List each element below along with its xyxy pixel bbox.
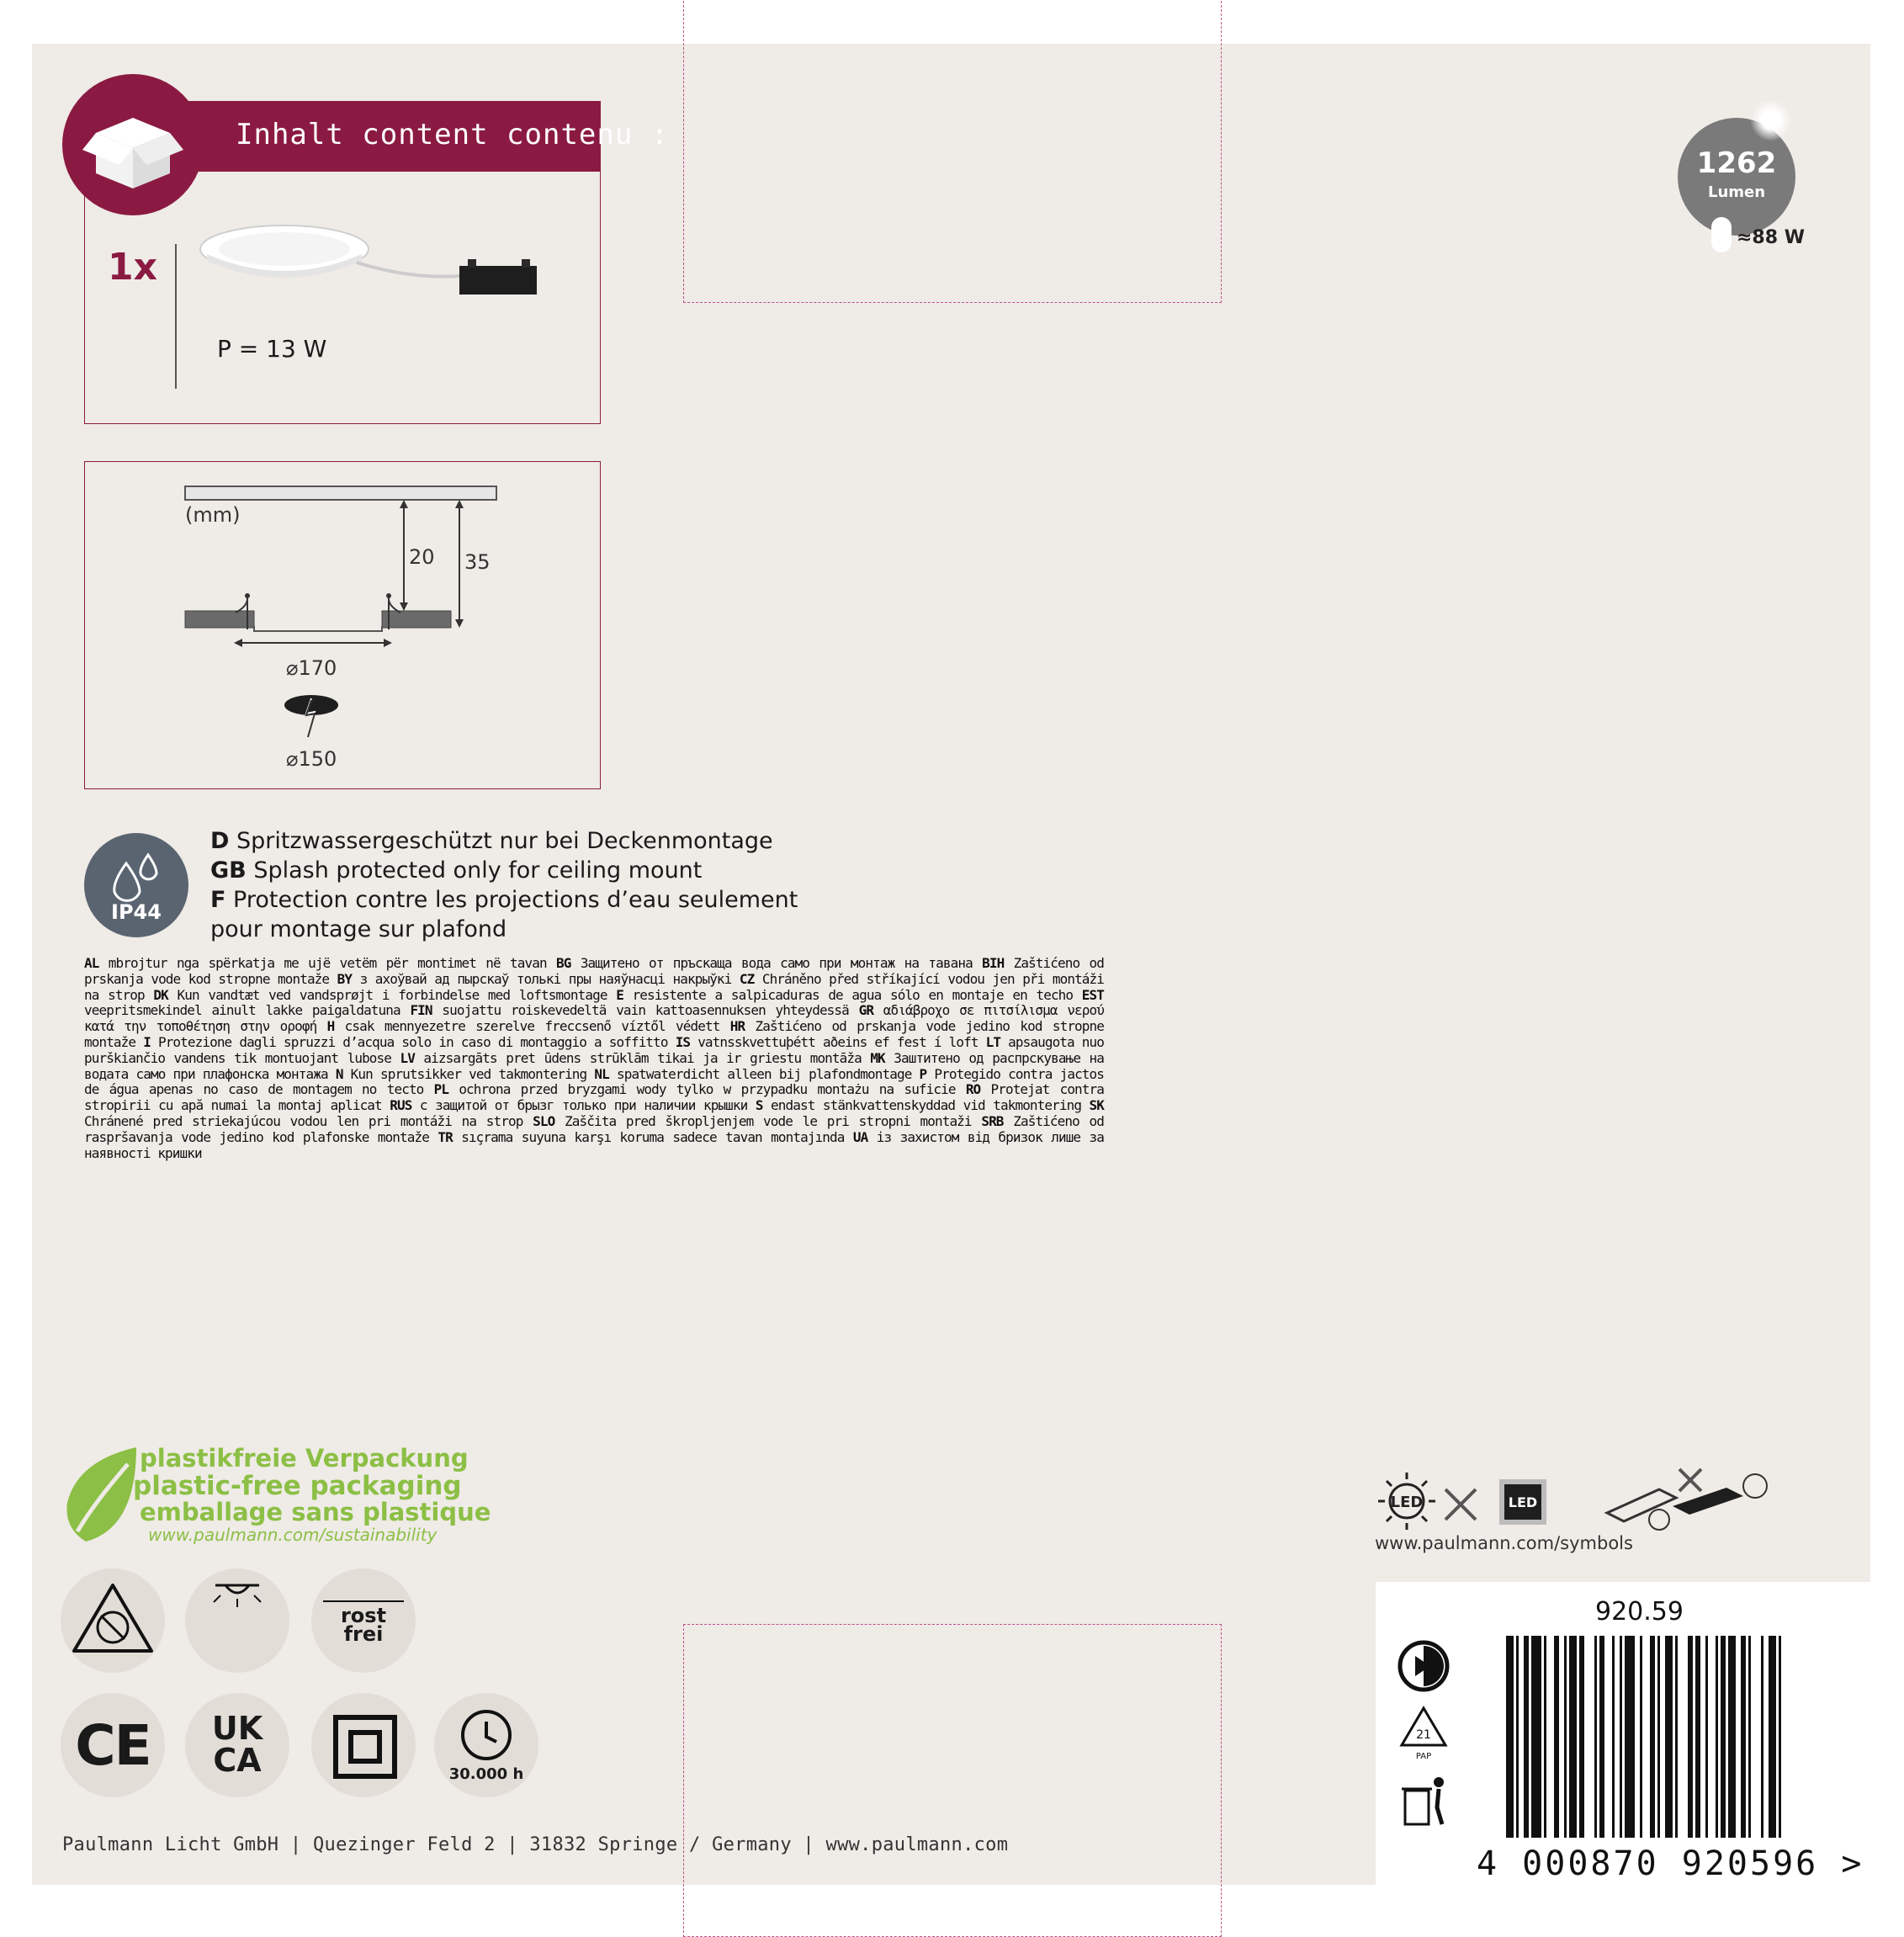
translation-text: aizsargāts pret ūdens strūklām tikai ja ir griestu montāža [414, 1049, 871, 1066]
barcode-bar [1748, 1636, 1751, 1838]
recycling-icon [1398, 1705, 1449, 1764]
leaf-icon [61, 1444, 141, 1545]
sparkle-icon [1750, 99, 1792, 141]
translation-text: veepritsmekindel ainult lakke paigaldatuna [84, 1002, 411, 1019]
barcode-bar [1620, 1636, 1622, 1838]
led-text-2: LED [1508, 1494, 1538, 1510]
recycle-number: 21 [1416, 1728, 1431, 1742]
translation-code: RUS [390, 1097, 412, 1114]
translation-code: SK [1089, 1097, 1105, 1114]
translation-text: Kun sprutsikker ved takmontering [342, 1065, 595, 1082]
lang-text: Spritzwassergeschützt nur bei Deckenmontage [236, 828, 773, 854]
barcode-bar [1761, 1636, 1763, 1838]
translation-code: P [919, 1065, 927, 1082]
barcode-bar [1506, 1636, 1514, 1838]
ce-label: CE [75, 1713, 151, 1778]
barcode-bar [1564, 1636, 1567, 1838]
plastic-free-en: plastic-free packaging [133, 1471, 462, 1501]
flammable-surface-icon [61, 1568, 165, 1673]
splash-fr [210, 887, 798, 913]
article-number: 920.59 [1595, 1597, 1684, 1627]
barcode-bar [1650, 1636, 1655, 1838]
lumen-equiv: ≈88 W [1737, 227, 1805, 248]
ca-label: CA [213, 1742, 262, 1779]
splash-gb [210, 857, 702, 884]
translations-block [84, 956, 1104, 1161]
height-inner-label: 20 [409, 545, 435, 569]
translation-text: apsaugota nuo purškiančio vandens tik montuojant lubose [84, 1033, 1105, 1066]
recycle-material: PAP [1415, 1752, 1432, 1761]
lang-text: Protection contre les projections d’eau seulement [233, 887, 798, 913]
translation-code: PL [433, 1081, 449, 1098]
translation-text: Protezione dagli spruzzi d’acqua solo in caso di montaggio a soffitto [150, 1033, 676, 1050]
barcode-number: 4 000870 920596 > [1477, 1844, 1864, 1883]
barcode-bar [1544, 1636, 1546, 1838]
translation-text: sıçrama suyuna karşı koruma sadece tavan montajında [452, 1128, 853, 1145]
barcode-bar [1695, 1636, 1700, 1838]
translation-text: resistente a salpicaduras de agua sólo en montaje en techo [623, 986, 1082, 1003]
translation-text: spatwaterdicht alleen bij plafondmontage [608, 1065, 920, 1082]
ip44-badge [84, 833, 188, 937]
barcode-bar [1688, 1636, 1693, 1838]
translation-code: EST [1081, 986, 1104, 1003]
box-icon [62, 74, 204, 215]
translation-code: TR [438, 1128, 453, 1145]
translation-text: endast stänkvattenskyddad vid takmontering [762, 1097, 1090, 1114]
barcode-bar [1612, 1636, 1615, 1838]
barcode-bar [1705, 1636, 1708, 1838]
translation-code: N [335, 1065, 343, 1082]
translation-code: BG [556, 955, 571, 971]
power-rating: P = 13 W [217, 335, 327, 363]
plastic-free-fr: emballage sans plastique [140, 1498, 491, 1526]
barcode-bar [1728, 1636, 1736, 1838]
lang-code: GB [210, 857, 247, 884]
translation-code: AL [84, 955, 99, 971]
led-text-1: LED [1390, 1494, 1424, 1511]
quantity: 1x [108, 246, 157, 289]
barcode-bar [1516, 1636, 1519, 1838]
translation-code: SLO [533, 1112, 555, 1129]
translation-code: GR [858, 1002, 874, 1019]
frei-label: frei [343, 1622, 384, 1646]
barcode-bar [1741, 1636, 1746, 1838]
barcode-bar [1640, 1636, 1642, 1838]
dieline-top [683, 0, 1222, 303]
translation-text: Kun vandtæt ved vandsprøjt i forbindelse med loftsmontage [167, 986, 617, 1003]
plastic-free-de: plastikfreie Verpackung [140, 1444, 469, 1473]
translation-text: Chránené pred striekajúcou vodou len pri montáži na strop [84, 1112, 533, 1129]
translation-text: Protejat contra stropirii cu apă numai la montaj aplicat [84, 1081, 1104, 1114]
lang-code: F [210, 887, 226, 913]
lifetime-hours: 30.000 h [448, 1765, 524, 1783]
rust-free-icon [311, 1568, 416, 1673]
height-total-label: 35 [464, 550, 491, 574]
sustainability-url: www.paulmann.com/sustainability [148, 1525, 438, 1545]
translation-text: mbrojtur nga spërkatja me ujë vetëm për montimet në tavan [98, 955, 557, 971]
barcode-bar [1675, 1636, 1678, 1838]
ce-mark-icon [61, 1693, 165, 1797]
translation-text: Zaštićeno od prskanja vode kod stropne montaže [84, 955, 1104, 987]
translation-code: DK [153, 986, 168, 1003]
barcode-bar [1531, 1636, 1541, 1838]
dieline-bottom [683, 1624, 1222, 1937]
barcode-bar [1721, 1636, 1726, 1838]
diameter-outer-label: ⌀170 [286, 656, 337, 680]
translation-text: csak mennyezetre szerelve freccsenő víztől védett [334, 1018, 730, 1035]
barcode-bar [1579, 1636, 1584, 1838]
inner-square [348, 1730, 382, 1764]
translation-text: Zaštićeno od raspršavanja vode jedino kod plafonske montaže [84, 1112, 1104, 1145]
barcode [1506, 1636, 1819, 1838]
ip-rating: IP44 [111, 900, 162, 924]
translation-text: Zaščita pred škropljenjem vode le pri stropni montaži [554, 1112, 982, 1129]
uk-label: UK [211, 1710, 263, 1747]
led-symbols-icon [1373, 1464, 1777, 1531]
translation-code: FIN [410, 1002, 432, 1019]
rost-divider [323, 1600, 404, 1602]
downlight-image [192, 220, 562, 313]
translation-text: Защитено от пръскаща вода само при монтаж на тавана [570, 955, 983, 971]
translation-code: CZ [739, 970, 755, 987]
symbols-url: www.paulmann.com/symbols [1375, 1533, 1633, 1553]
translation-code: NL [594, 1065, 609, 1082]
barcode-bar [1657, 1636, 1660, 1838]
barcode-bar [1769, 1636, 1776, 1838]
translation-code: HR [729, 1018, 745, 1035]
translation-code: LV [400, 1049, 415, 1066]
bulb-icon [1711, 217, 1732, 252]
divider [175, 244, 177, 389]
lifetime-icon [434, 1693, 538, 1797]
translation-text: з ахоўвай ад пырскаў толькі пры наяўнасці накрыўкі [352, 970, 740, 987]
content-header: Inhalt content contenu : [236, 118, 670, 151]
trash-bin-icon [1400, 1774, 1447, 1829]
barcode-bar [1599, 1636, 1604, 1838]
rost-label: rost [340, 1604, 387, 1627]
barcode-bar [1569, 1636, 1577, 1838]
translation-code: I [143, 1033, 151, 1050]
barcode-bar [1665, 1636, 1673, 1838]
translation-code: BY [337, 970, 353, 987]
translation-code: SRB [981, 1112, 1004, 1129]
barcode-bar [1594, 1636, 1597, 1838]
translation-text: із захистом від бризок лише за наявності кришки [84, 1128, 1104, 1161]
translation-code: RO [965, 1081, 981, 1098]
translation-text: Chráněno před stříkající vodou jen při montáži na strop [84, 970, 1104, 1003]
barcode-bar [1779, 1636, 1781, 1838]
green-dot-icon [1397, 1639, 1451, 1693]
unit-label: (mm) [185, 503, 241, 527]
translation-text: Zaštićeno od prskanja vode jedino kod stropne montaže [84, 1018, 1104, 1050]
company-footer: Paulmann Licht GmbH | Quezinger Feld 2 | 31832 Springe / Germany | www.paulmann.com [62, 1834, 1009, 1855]
translation-code: H [326, 1018, 335, 1035]
barcode-bar [1625, 1636, 1635, 1838]
protection-class-2-icon [311, 1693, 416, 1797]
translation-code: MK [870, 1049, 885, 1066]
translation-code: E [616, 986, 623, 1003]
ukca-mark-icon [185, 1693, 289, 1797]
translation-text: Protegido contra jactos de água apenas no caso de montagem no tecto [84, 1065, 1105, 1098]
downlight-beam-icon [185, 1568, 289, 1673]
translation-text: с защитой от брызг только при наличии крышки [411, 1097, 756, 1114]
lumen-unit: Lumen [1707, 183, 1766, 201]
translation-text: vatnsskvettuþétt aðeins ef fest í loft [690, 1033, 986, 1050]
barcode-bar [1524, 1636, 1529, 1838]
translation-code: S [755, 1097, 763, 1114]
barcode-bar [1554, 1636, 1559, 1838]
translation-text: Заштитено од распрскување на водата само при плафонска монтажа [84, 1049, 1104, 1082]
lang-code: D [210, 828, 230, 854]
translation-text: suojattu roiskevedeltä vain kattoasennuksen yhteydessä [432, 1002, 859, 1019]
translation-text: ochrona przed bryzgami wody tylko w przypadku montażu na suficie [448, 1081, 966, 1098]
barcode-bar [1716, 1636, 1718, 1838]
lumen-value: 1262 [1696, 146, 1777, 180]
translation-text: αδιάβροχο σε πιτσίλισμα νερού κατά την τοποθέτηση στην οροφή [84, 1002, 1104, 1035]
translation-code: LT [985, 1033, 1001, 1050]
translation-code: BIH [982, 955, 1005, 971]
translation-code: UA [852, 1128, 868, 1145]
lang-text: Splash protected only for ceiling mount [253, 857, 703, 884]
translation-code: IS [675, 1033, 691, 1050]
splash-fr-cont: pour montage sur plafond [210, 916, 507, 942]
diameter-cutout-label: ⌀150 [286, 747, 337, 771]
splash-de [210, 828, 773, 854]
